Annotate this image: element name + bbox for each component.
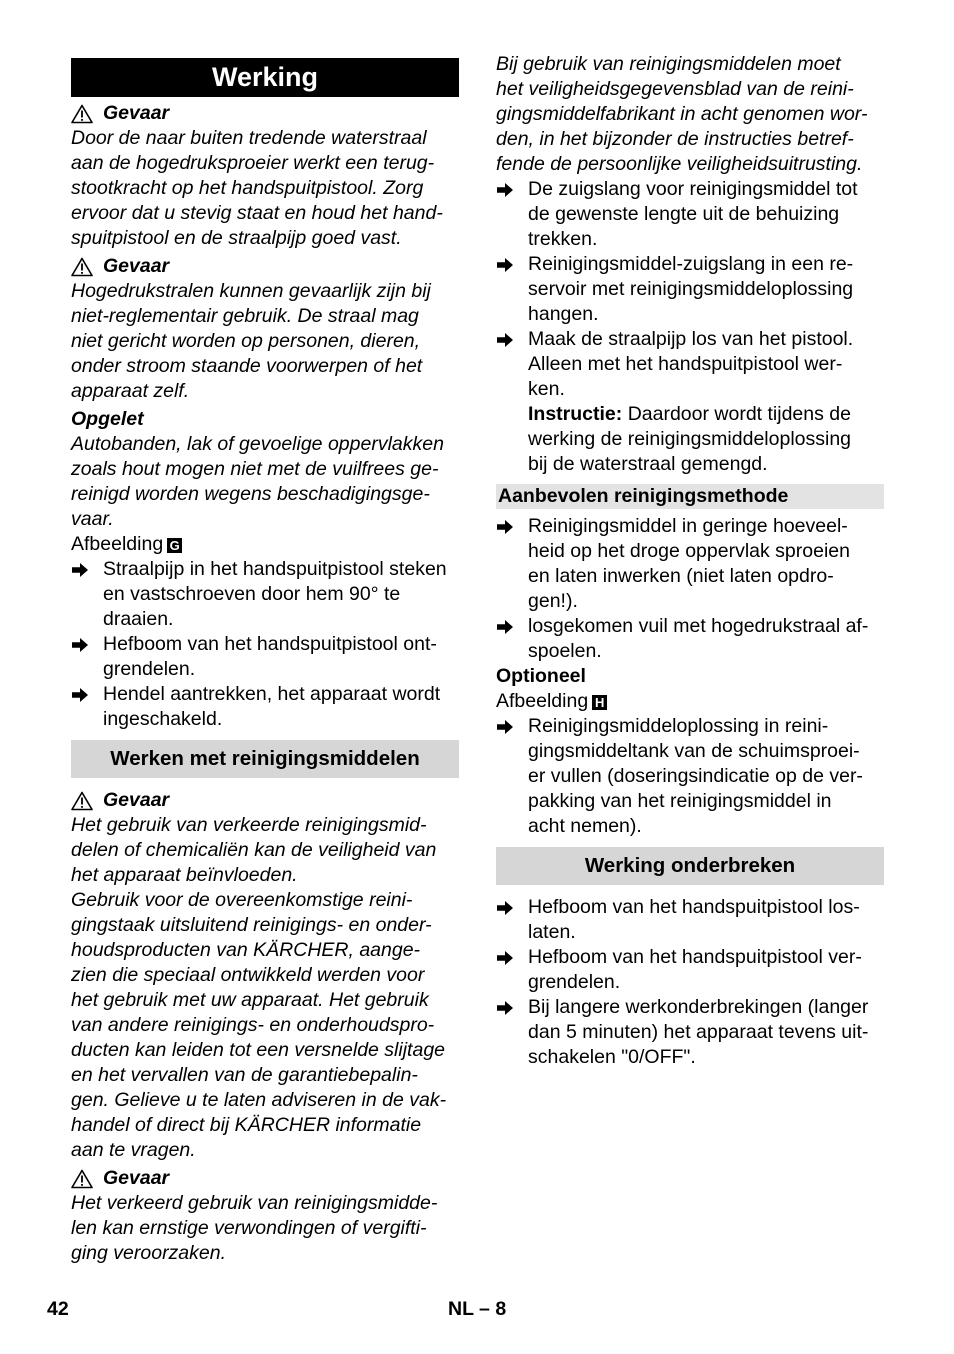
text-line: reinigd worden wegens beschadigingsge- [71,483,430,505]
text-line: het veiligheidsgegevensblad van de reini- [496,78,854,100]
text-line: Hefboom van het handspuitpistool los- [528,896,860,918]
warning-text [71,126,459,251]
text-line: schakelen "0/OFF". [528,1046,696,1068]
text-line: van andere reinigings- en onderhoudspro- [71,1014,435,1036]
text-line: werking de reinigingsmiddeloplossing [528,428,852,450]
step-text [103,557,459,632]
figure-letter-badge: H [592,695,607,710]
text-line: De zuigslang voor reinigingsmiddel tot [528,178,858,200]
arrow-right-icon [496,995,528,1070]
instruction-step [71,682,459,732]
caution-heading: Opgelet [71,408,144,430]
text-line: onder stroom staande voorwerpen of het [71,355,423,377]
text-line: pakking van het reinigingsmiddel in [528,790,832,812]
text-line: Reinigingsmiddel in geringe hoeveel- [528,515,848,537]
right-column [496,52,884,1070]
text-line: gingsmiddelfabrikant in acht genomen wor- [496,103,868,125]
text-line: hangen. [528,303,599,325]
text-line: Hogedrukstralen kunnen gevaarlijk zijn bij [71,280,431,302]
text-line: apparaat zelf. [71,380,190,402]
warning-label: Gevaar [103,1167,170,1189]
text-line: er vullen (doseringsindicatie op de ver- [528,765,863,787]
text-line: Alleen met het handspuitpistool wer- [528,353,843,375]
step-text [528,945,884,995]
caution-text [71,432,459,532]
instruction-step [496,714,884,839]
text-line: het apparaat beïnvloeden. [71,864,298,886]
figure-reference [496,689,884,714]
step-text [103,632,459,682]
arrow-right-icon [496,327,528,402]
instruction-step [496,614,884,664]
text-line: ervoor dat u stevig staat en houd het hand- [71,202,443,224]
warning-heading [71,101,459,126]
instruction-step [496,945,884,995]
warning-triangle-icon [71,1169,93,1189]
figure-label: Afbeelding [496,690,589,712]
text-line: niet gericht worden op personen, dieren, [71,330,421,352]
text-line: handel of direct bij KÄRCHER informatie [71,1114,422,1136]
text-line: ging veroorzaken. [71,1242,227,1264]
warning-triangle-icon [71,257,93,277]
step-text [528,895,884,945]
text-line: vaar. [71,508,114,530]
text-line: spuitpistool en de straalpijp goed vast. [71,227,402,249]
arrow-right-icon [496,252,528,327]
text-line: dan 5 minuten) het apparaat tevens uit- [528,1021,869,1043]
step-text [528,177,884,252]
text-line: Hefboom van het handspuitpistool ver- [528,946,862,968]
text-line: Autobanden, lak of gevoelige oppervlakken [71,433,444,455]
step-text [528,614,884,664]
arrow-right-icon [71,632,103,682]
text-line: laten. [528,921,576,943]
text-line: stootkracht op het handspuitpistool. Zorg [71,177,424,199]
text-line: en het vervallen van de garantiebepalin- [71,1064,418,1086]
text-line: heid op het droge oppervlak sproeien [528,540,850,562]
text-line: grendelen. [103,658,196,680]
instruction-note [496,402,884,477]
section-title-werking: Werking [71,58,459,97]
text-line: aan te vragen. [71,1139,196,1161]
text-line: den, in het bijzonder de instructies betref- [496,128,854,150]
text-line: Reinigingsmiddel-zuigslang in een re- [528,253,854,275]
warning-heading [71,788,459,813]
instruction-step [496,514,884,614]
arrow-right-icon [496,895,528,945]
instruction-step [496,327,884,402]
instruction-step [496,177,884,252]
text-line: acht nemen). [528,815,642,837]
text-line: Bij gebruik van reinigingsmiddelen moet [496,53,841,75]
left-column [71,52,459,1266]
text-line: zien die speciaal ontwikkeld werden voor [71,964,425,986]
figure-reference [71,532,459,557]
text-line: Door de naar buiten tredende waterstraal [71,127,427,149]
text-line: Hendel aantrekken, het apparaat wordt [103,683,441,705]
text-line: gen!). [528,590,578,612]
arrow-right-icon [496,514,528,614]
text-line: Hefboom van het handspuitpistool ont- [103,633,437,655]
text-line: ducten kan leiden tot een versnelde slijtage [71,1039,446,1061]
text-line: spoelen. [528,640,602,662]
warning-triangle-icon [71,791,93,811]
step-text [528,327,884,402]
text-line: bij de waterstraal gemengd. [528,453,768,475]
text-line: en vastschroeven door hem 90° te [103,583,401,605]
instruction-step [496,895,884,945]
text-line: aan de hogedruksproeier werkt een terug- [71,152,435,174]
text-line: gingstaak uitsluitend reinigings- en onder- [71,914,432,936]
warning-label: Gevaar [103,255,170,277]
text-line: Straalpijp in het handspuitpistool steken [103,558,447,580]
optional-heading: Optioneel [496,665,586,687]
text-line: fende de persoonlijke veiligheidsuitrusting. [496,153,863,175]
text-line: ingeschakeld. [103,708,223,730]
page-number: 42 [47,1298,69,1320]
text-line: zoals hout mogen niet met de vuilfrees ge- [71,458,439,480]
text-line: het gebruik met uw apparaat. Het gebruik [71,989,429,1011]
text-line: ken. [528,378,565,400]
text-line: Het gebruik van verkeerde reinigingsmid- [71,814,427,836]
instruction-step [71,557,459,632]
subsection-title-aanbevolen: Aanbevolen reinigingsmethode [496,484,884,509]
instruction-step [496,252,884,327]
text-line: Het verkeerd gebruik van reinigingsmidde- [71,1192,438,1214]
figure-letter-badge: G [167,538,182,553]
note-text: Daardoor wordt tijdens de [627,403,851,425]
text-line [528,402,884,427]
arrow-right-icon [71,557,103,632]
step-text [528,714,884,839]
warning-label: Gevaar [103,789,170,811]
figure-label: Afbeelding [71,533,164,555]
text-line: en laten inwerken (niet laten opdro- [528,565,834,587]
text-line: gen. Gelieve u te laten adviseren in de vak- [71,1089,447,1111]
section-title-reinigingsmiddelen: Werken met reinigingsmiddelen [71,740,459,778]
safety-datasheet-note [496,52,884,177]
note-label: Instructie: [528,403,623,425]
arrow-right-icon [496,945,528,995]
text-line: Gebruik voor de overeenkomstige reini- [71,889,413,911]
instruction-step [71,632,459,682]
warning-text [71,279,459,404]
text-line: delen of chemicaliën kan de veiligheid van [71,839,437,861]
step-text [528,252,884,327]
language-page-label: NL – 8 [448,1298,507,1320]
text-line: grendelen. [528,971,621,993]
step-text [528,995,884,1070]
warning-heading [71,254,459,279]
instruction-step [496,995,884,1070]
text-line: niet-reglementair gebruik. De straal mag [71,305,419,327]
warning-heading [71,1166,459,1191]
warning-text [71,813,459,1163]
arrow-right-icon [71,682,103,732]
text-line: draaien. [103,608,174,630]
text-line: de gewenste lengte uit de behuizing [528,203,840,225]
arrow-right-icon [496,614,528,664]
text-line: gingsmiddeltank van de schuimsproei- [528,740,860,762]
step-text [528,514,884,614]
text-line: Bij langere werkonderbrekingen (langer [528,996,869,1018]
warning-label: Gevaar [103,102,170,124]
section-title-onderbreken: Werking onderbreken [496,847,884,885]
warning-text [71,1191,459,1266]
warning-triangle-icon [71,104,93,124]
step-text [103,682,459,732]
text-line: Reinigingsmiddeloplossing in reini- [528,715,829,737]
text-line: houdsproducten van KÄRCHER, aange- [71,939,421,961]
arrow-right-icon [496,714,528,839]
arrow-right-icon [496,177,528,252]
text-line: losgekomen vuil met hogedrukstraal af- [528,615,869,637]
text-line: trekken. [528,228,598,250]
text-line: Maak de straalpijp los van het pistool. [528,328,854,350]
text-line: servoir met reinigingsmiddeloplossing [528,278,854,300]
text-line: len kan ernstige verwondingen of vergifti- [71,1217,427,1239]
